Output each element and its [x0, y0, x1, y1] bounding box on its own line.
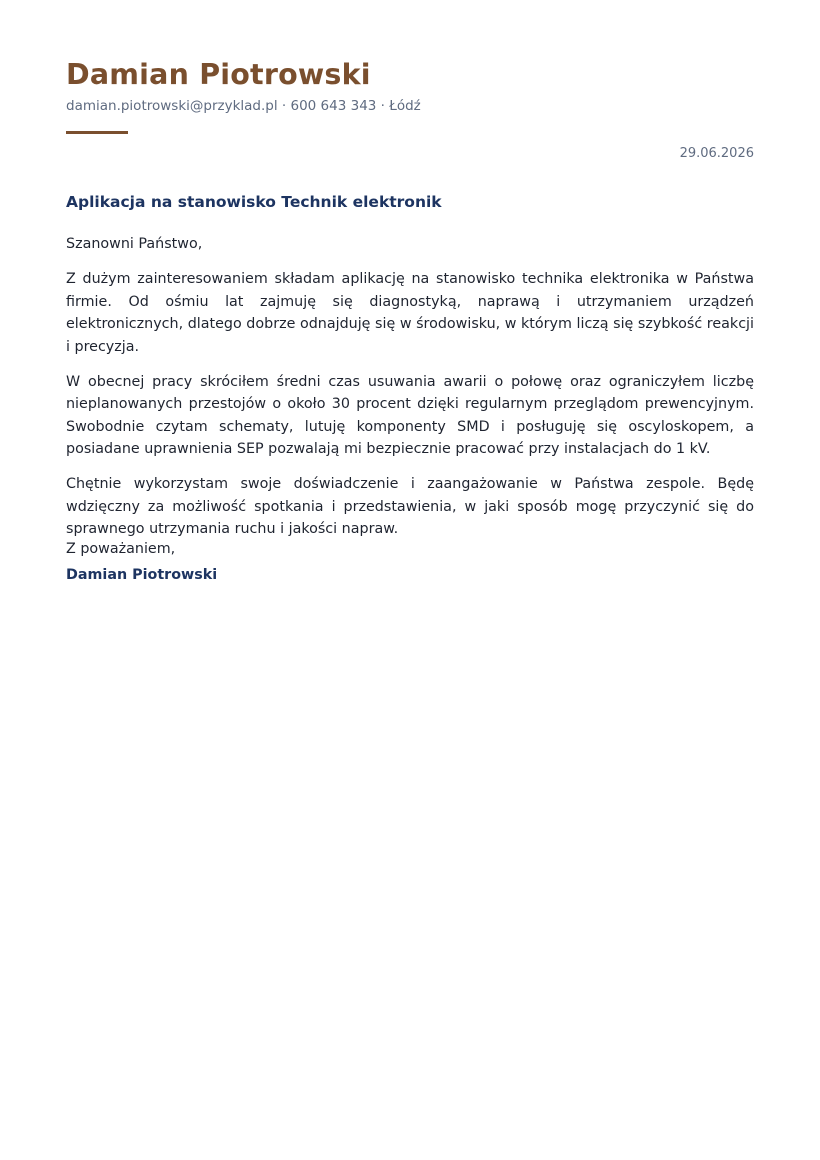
letter-subject: Aplikacja na stanowisko Technik elektronik: [66, 193, 442, 211]
letter-greeting: Szanowni Państwo,: [66, 236, 203, 252]
letter-date: 29.06.2026: [679, 146, 754, 161]
letter-body: [66, 268, 754, 553]
sender-contact-line: damian.piotrowski@przyklad.pl · 600 643 343 · Łódź: [66, 98, 421, 114]
accent-divider: [66, 131, 128, 134]
body-paragraph-1: Z dużym zainteresowaniem składam aplikację na stanowisko technika elektronika w Państwa firmie. Od ośmiu lat zajmuję się diagnostyką, naprawą i utrzymaniem urządzeń elektronicznych, dlatego dobrze odnajduję się w środowisku, w którym liczą się szybkość reakcji i precyzja.: [66, 271, 754, 355]
body-paragraph-2: W obecnej pracy skróciłem średni czas usuwania awarii o połowę oraz ograniczyłem liczbę nieplanowanych przestojów o około 30 procent dzięki regularnym przeglądom prewencyjnym. Swobodnie czytam schematy, lutuję komponenty SMD i posługuję się oscyloskopem, a posiadane uprawnienia SEP pozwalają mi bezpiecznie pracować przy instalacjach do 1 kV.: [66, 373, 754, 457]
letter-closing: Z poważaniem,: [66, 541, 176, 557]
body-paragraph-3: Chętnie wykorzystam swoje doświadczenie i zaangażowanie w Państwa zespole. Będę wdzięczny za możliwość spotkania i przedstawienia, w jaki sposób mogę przyczynić się do sprawnego utrzymania ruchu i jakości napraw.: [66, 476, 754, 537]
sender-name: Damian Piotrowski: [66, 58, 371, 91]
signature-name: Damian Piotrowski: [66, 567, 218, 583]
